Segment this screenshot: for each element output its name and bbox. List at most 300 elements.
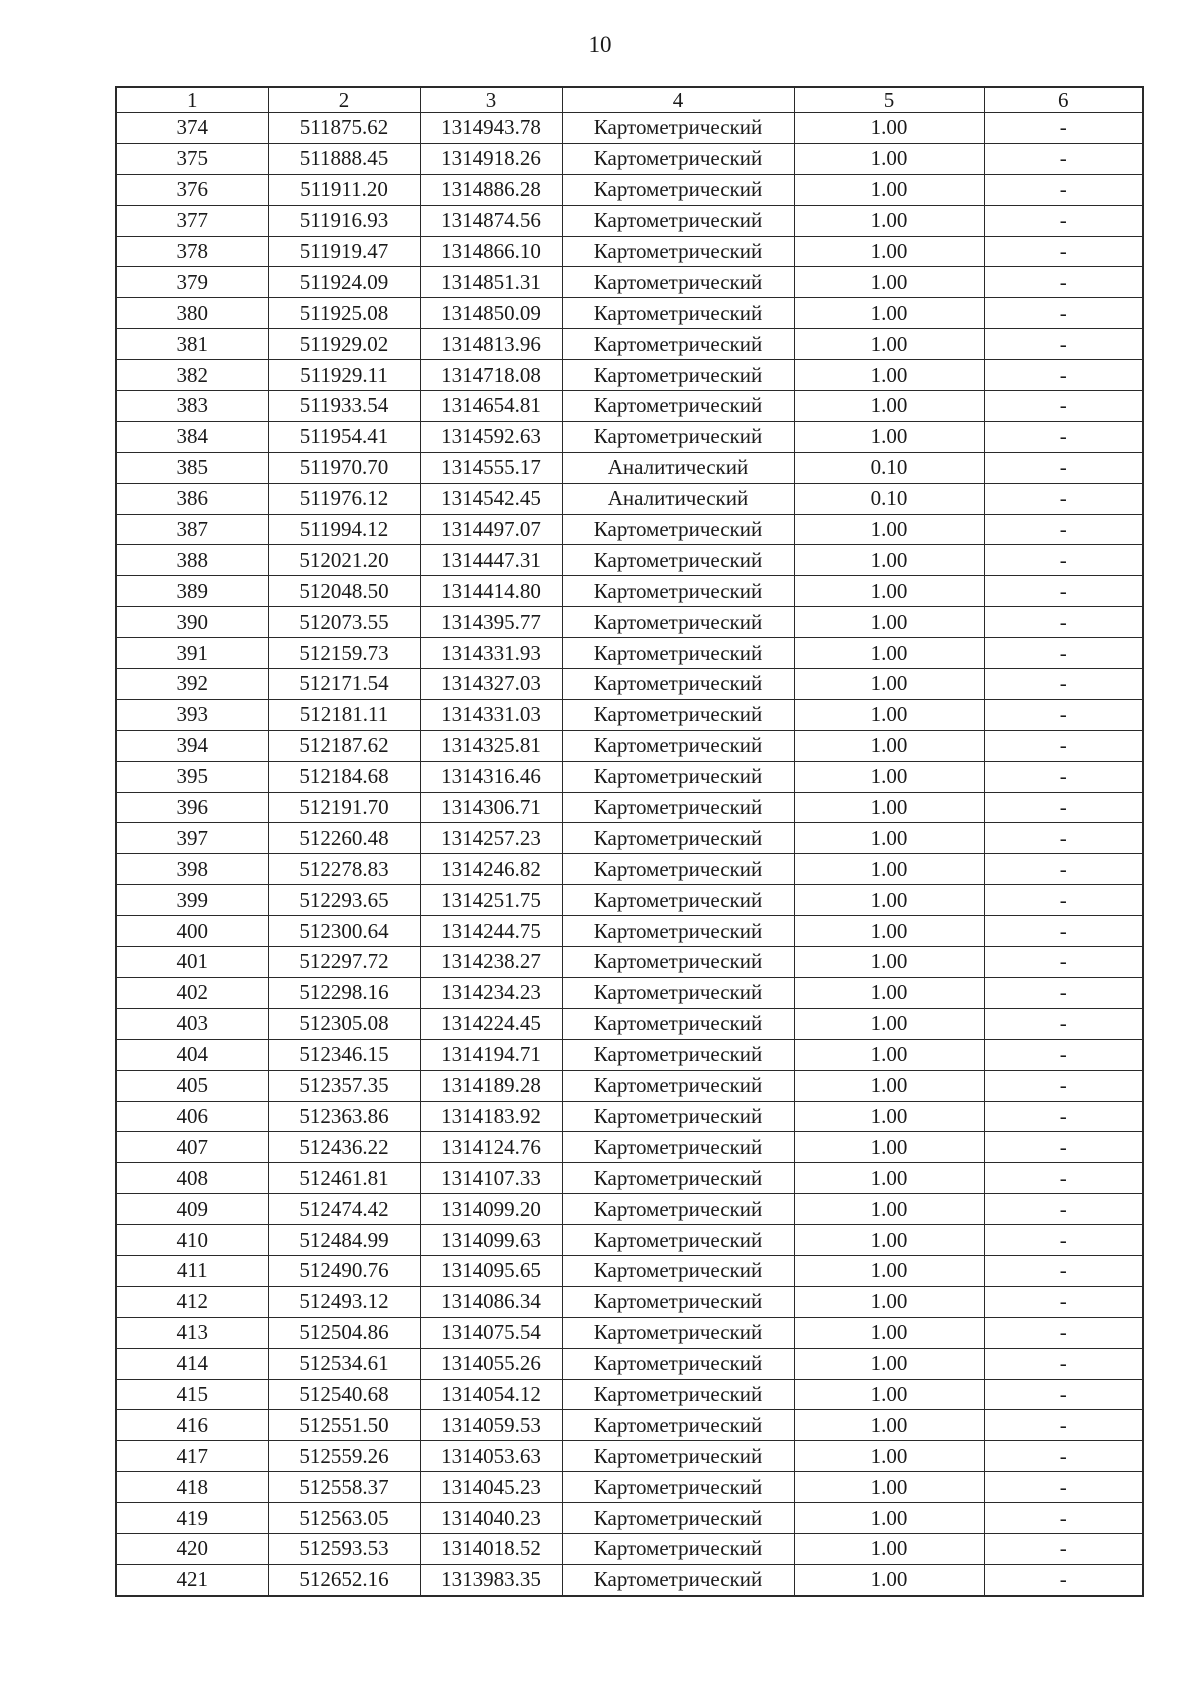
y-coordinate-cell: 1314813.96	[420, 329, 562, 360]
table-row	[116, 421, 1143, 452]
accuracy-cell: 1.00	[794, 1533, 984, 1564]
page-number: 10	[588, 32, 612, 57]
y-coordinate-cell: 1314866.10	[420, 236, 562, 267]
note-cell: -	[984, 1503, 1143, 1534]
method-cell: Картометрический	[562, 1317, 794, 1348]
note-cell: -	[984, 730, 1143, 761]
point-number-cell: 387	[116, 514, 268, 545]
table-row	[116, 792, 1143, 823]
accuracy-cell: 1.00	[794, 1286, 984, 1317]
method-cell: Картометрический	[562, 607, 794, 638]
method-cell: Картометрический	[562, 1286, 794, 1317]
note-cell: -	[984, 421, 1143, 452]
note-cell: -	[984, 1163, 1143, 1194]
y-coordinate-cell: 1314183.92	[420, 1101, 562, 1132]
method-cell: Картометрический	[562, 360, 794, 391]
point-number-cell: 380	[116, 298, 268, 329]
y-coordinate-cell: 1314075.54	[420, 1317, 562, 1348]
method-cell: Картометрический	[562, 329, 794, 360]
method-cell: Картометрический	[562, 545, 794, 576]
table-row	[116, 1564, 1143, 1595]
y-coordinate-cell: 1314045.23	[420, 1472, 562, 1503]
table-row	[116, 1286, 1143, 1317]
accuracy-cell: 1.00	[794, 854, 984, 885]
y-coordinate-cell: 1314331.03	[420, 699, 562, 730]
point-number-cell: 409	[116, 1194, 268, 1225]
column-header: 3	[420, 87, 562, 113]
accuracy-cell: 1.00	[794, 143, 984, 174]
point-number-cell: 420	[116, 1533, 268, 1564]
accuracy-cell: 1.00	[794, 421, 984, 452]
method-cell: Картометрический	[562, 1564, 794, 1595]
y-coordinate-cell: 1314224.45	[420, 1008, 562, 1039]
note-cell: -	[984, 1286, 1143, 1317]
x-coordinate-cell: 511994.12	[268, 514, 420, 545]
note-cell: -	[984, 792, 1143, 823]
x-coordinate-cell: 511888.45	[268, 143, 420, 174]
note-cell: -	[984, 854, 1143, 885]
point-number-cell: 412	[116, 1286, 268, 1317]
method-cell: Картометрический	[562, 823, 794, 854]
y-coordinate-cell: 1314107.33	[420, 1163, 562, 1194]
accuracy-cell: 1.00	[794, 205, 984, 236]
y-coordinate-cell: 1314592.63	[420, 421, 562, 452]
point-number-cell: 421	[116, 1564, 268, 1595]
x-coordinate-cell: 511924.09	[268, 267, 420, 298]
note-cell: -	[984, 545, 1143, 576]
accuracy-cell: 1.00	[794, 267, 984, 298]
accuracy-cell: 1.00	[794, 1379, 984, 1410]
y-coordinate-cell: 1314555.17	[420, 452, 562, 483]
point-number-cell: 388	[116, 545, 268, 576]
method-cell: Картометрический	[562, 174, 794, 205]
accuracy-cell: 1.00	[794, 1194, 984, 1225]
y-coordinate-cell: 1314053.63	[420, 1441, 562, 1472]
x-coordinate-cell: 511954.41	[268, 421, 420, 452]
accuracy-cell: 1.00	[794, 977, 984, 1008]
method-cell: Картометрический	[562, 1379, 794, 1410]
x-coordinate-cell: 512474.42	[268, 1194, 420, 1225]
note-cell: -	[984, 576, 1143, 607]
point-number-cell: 397	[116, 823, 268, 854]
point-number-cell: 378	[116, 236, 268, 267]
table-row	[116, 699, 1143, 730]
note-cell: -	[984, 699, 1143, 730]
table-row	[116, 1163, 1143, 1194]
note-cell: -	[984, 236, 1143, 267]
table-row	[116, 391, 1143, 422]
point-number-cell: 392	[116, 669, 268, 700]
point-number-cell: 375	[116, 143, 268, 174]
x-coordinate-cell: 512191.70	[268, 792, 420, 823]
table-row	[116, 1379, 1143, 1410]
point-number-cell: 402	[116, 977, 268, 1008]
x-coordinate-cell: 512363.86	[268, 1101, 420, 1132]
table-row	[116, 1194, 1143, 1225]
point-number-cell: 406	[116, 1101, 268, 1132]
x-coordinate-cell: 511929.11	[268, 360, 420, 391]
accuracy-cell: 1.00	[794, 947, 984, 978]
x-coordinate-cell: 512073.55	[268, 607, 420, 638]
x-coordinate-cell: 512652.16	[268, 1564, 420, 1595]
y-coordinate-cell: 1314238.27	[420, 947, 562, 978]
table-row	[116, 607, 1143, 638]
point-number-cell: 419	[116, 1503, 268, 1534]
x-coordinate-cell: 512490.76	[268, 1255, 420, 1286]
note-cell: -	[984, 452, 1143, 483]
y-coordinate-cell: 1314055.26	[420, 1348, 562, 1379]
x-coordinate-cell: 511875.62	[268, 113, 420, 144]
x-coordinate-cell: 512563.05	[268, 1503, 420, 1534]
note-cell: -	[984, 1533, 1143, 1564]
x-coordinate-cell: 511911.20	[268, 174, 420, 205]
note-cell: -	[984, 1070, 1143, 1101]
column-header: 6	[984, 87, 1143, 113]
method-cell: Картометрический	[562, 699, 794, 730]
y-coordinate-cell: 1314918.26	[420, 143, 562, 174]
note-cell: -	[984, 113, 1143, 144]
x-coordinate-cell: 512297.72	[268, 947, 420, 978]
method-cell: Картометрический	[562, 1008, 794, 1039]
accuracy-cell: 1.00	[794, 360, 984, 391]
note-cell: -	[984, 298, 1143, 329]
x-coordinate-cell: 512260.48	[268, 823, 420, 854]
note-cell: -	[984, 761, 1143, 792]
note-cell: -	[984, 1472, 1143, 1503]
y-coordinate-cell: 1313983.35	[420, 1564, 562, 1595]
accuracy-cell: 1.00	[794, 514, 984, 545]
point-number-cell: 395	[116, 761, 268, 792]
y-coordinate-cell: 1314054.12	[420, 1379, 562, 1410]
point-number-cell: 400	[116, 916, 268, 947]
note-cell: -	[984, 1317, 1143, 1348]
method-cell: Картометрический	[562, 391, 794, 422]
table-row	[116, 1008, 1143, 1039]
x-coordinate-cell: 512484.99	[268, 1225, 420, 1256]
table-row	[116, 267, 1143, 298]
method-cell: Картометрический	[562, 1194, 794, 1225]
note-cell: -	[984, 607, 1143, 638]
table-row	[116, 854, 1143, 885]
point-number-cell: 379	[116, 267, 268, 298]
table-row	[116, 1132, 1143, 1163]
x-coordinate-cell: 512048.50	[268, 576, 420, 607]
point-number-cell: 374	[116, 113, 268, 144]
point-number-cell: 386	[116, 483, 268, 514]
y-coordinate-cell: 1314086.34	[420, 1286, 562, 1317]
accuracy-cell: 1.00	[794, 391, 984, 422]
table-row	[116, 452, 1143, 483]
accuracy-cell: 1.00	[794, 329, 984, 360]
table-row	[116, 174, 1143, 205]
x-coordinate-cell: 511925.08	[268, 298, 420, 329]
method-cell: Картометрический	[562, 1132, 794, 1163]
x-coordinate-cell: 512593.53	[268, 1533, 420, 1564]
note-cell: -	[984, 1441, 1143, 1472]
accuracy-cell: 1.00	[794, 1039, 984, 1070]
method-cell: Картометрический	[562, 1101, 794, 1132]
accuracy-cell: 1.00	[794, 174, 984, 205]
accuracy-cell: 1.00	[794, 1163, 984, 1194]
y-coordinate-cell: 1314654.81	[420, 391, 562, 422]
note-cell: -	[984, 1225, 1143, 1256]
accuracy-cell: 1.00	[794, 1410, 984, 1441]
table-row	[116, 669, 1143, 700]
y-coordinate-cell: 1314331.93	[420, 638, 562, 669]
point-number-cell: 394	[116, 730, 268, 761]
method-cell: Картометрический	[562, 576, 794, 607]
x-coordinate-cell: 512305.08	[268, 1008, 420, 1039]
accuracy-cell: 1.00	[794, 638, 984, 669]
point-number-cell: 391	[116, 638, 268, 669]
method-cell: Картометрический	[562, 1441, 794, 1472]
table-row	[116, 885, 1143, 916]
method-cell: Картометрический	[562, 1163, 794, 1194]
note-cell: -	[984, 638, 1143, 669]
column-header: 5	[794, 87, 984, 113]
accuracy-cell: 1.00	[794, 298, 984, 329]
table-row	[116, 916, 1143, 947]
y-coordinate-cell: 1314447.31	[420, 545, 562, 576]
method-cell: Картометрический	[562, 854, 794, 885]
point-number-cell: 410	[116, 1225, 268, 1256]
table-body	[116, 113, 1143, 1596]
x-coordinate-cell: 512346.15	[268, 1039, 420, 1070]
column-header: 2	[268, 87, 420, 113]
note-cell: -	[984, 885, 1143, 916]
point-number-cell: 398	[116, 854, 268, 885]
table-row	[116, 576, 1143, 607]
method-cell: Картометрический	[562, 267, 794, 298]
y-coordinate-cell: 1314943.78	[420, 113, 562, 144]
x-coordinate-cell: 512021.20	[268, 545, 420, 576]
table-row	[116, 545, 1143, 576]
point-number-cell: 385	[116, 452, 268, 483]
note-cell: -	[984, 1379, 1143, 1410]
method-cell: Картометрический	[562, 236, 794, 267]
point-number-cell: 382	[116, 360, 268, 391]
method-cell: Картометрический	[562, 916, 794, 947]
table-row	[116, 236, 1143, 267]
accuracy-cell: 1.00	[794, 1441, 984, 1472]
point-number-cell: 396	[116, 792, 268, 823]
coordinates-table	[115, 86, 1144, 1597]
accuracy-cell: 1.00	[794, 1070, 984, 1101]
table-row	[116, 1255, 1143, 1286]
x-coordinate-cell: 512187.62	[268, 730, 420, 761]
note-cell: -	[984, 1039, 1143, 1070]
point-number-cell: 399	[116, 885, 268, 916]
table-row	[116, 1533, 1143, 1564]
note-cell: -	[984, 329, 1143, 360]
point-number-cell: 383	[116, 391, 268, 422]
method-cell: Картометрический	[562, 1348, 794, 1379]
column-header: 1	[116, 87, 268, 113]
y-coordinate-cell: 1314244.75	[420, 916, 562, 947]
accuracy-cell: 0.10	[794, 483, 984, 514]
y-coordinate-cell: 1314327.03	[420, 669, 562, 700]
x-coordinate-cell: 512436.22	[268, 1132, 420, 1163]
point-number-cell: 384	[116, 421, 268, 452]
accuracy-cell: 1.00	[794, 607, 984, 638]
point-number-cell: 401	[116, 947, 268, 978]
y-coordinate-cell: 1314851.31	[420, 267, 562, 298]
y-coordinate-cell: 1314850.09	[420, 298, 562, 329]
y-coordinate-cell: 1314018.52	[420, 1533, 562, 1564]
note-cell: -	[984, 1101, 1143, 1132]
method-cell: Картометрический	[562, 1039, 794, 1070]
table-row	[116, 329, 1143, 360]
x-coordinate-cell: 511933.54	[268, 391, 420, 422]
x-coordinate-cell: 511919.47	[268, 236, 420, 267]
accuracy-cell: 1.00	[794, 1472, 984, 1503]
y-coordinate-cell: 1314234.23	[420, 977, 562, 1008]
y-coordinate-cell: 1314414.80	[420, 576, 562, 607]
method-cell: Картометрический	[562, 1070, 794, 1101]
note-cell: -	[984, 977, 1143, 1008]
table-row	[116, 1410, 1143, 1441]
note-cell: -	[984, 267, 1143, 298]
x-coordinate-cell: 512159.73	[268, 638, 420, 669]
accuracy-cell: 1.00	[794, 916, 984, 947]
note-cell: -	[984, 1255, 1143, 1286]
point-number-cell: 390	[116, 607, 268, 638]
accuracy-cell: 1.00	[794, 1348, 984, 1379]
method-cell: Картометрический	[562, 885, 794, 916]
note-cell: -	[984, 1564, 1143, 1595]
x-coordinate-cell: 512278.83	[268, 854, 420, 885]
note-cell: -	[984, 205, 1143, 236]
x-coordinate-cell: 512540.68	[268, 1379, 420, 1410]
note-cell: -	[984, 1348, 1143, 1379]
method-cell: Картометрический	[562, 1255, 794, 1286]
x-coordinate-cell: 511976.12	[268, 483, 420, 514]
accuracy-cell: 1.00	[794, 1564, 984, 1595]
method-cell: Картометрический	[562, 1472, 794, 1503]
method-cell: Аналитический	[562, 483, 794, 514]
table-row	[116, 977, 1143, 1008]
point-number-cell: 408	[116, 1163, 268, 1194]
accuracy-cell: 1.00	[794, 792, 984, 823]
y-coordinate-cell: 1314497.07	[420, 514, 562, 545]
note-cell: -	[984, 823, 1143, 854]
y-coordinate-cell: 1314886.28	[420, 174, 562, 205]
x-coordinate-cell: 512298.16	[268, 977, 420, 1008]
table-row	[116, 1070, 1143, 1101]
x-coordinate-cell: 512181.11	[268, 699, 420, 730]
accuracy-cell: 1.00	[794, 730, 984, 761]
y-coordinate-cell: 1314874.56	[420, 205, 562, 236]
accuracy-cell: 1.00	[794, 885, 984, 916]
method-cell: Картометрический	[562, 1503, 794, 1534]
accuracy-cell: 1.00	[794, 699, 984, 730]
x-coordinate-cell: 511970.70	[268, 452, 420, 483]
method-cell: Картометрический	[562, 421, 794, 452]
accuracy-cell: 1.00	[794, 1101, 984, 1132]
note-cell: -	[984, 1008, 1143, 1039]
table-row	[116, 1503, 1143, 1534]
point-number-cell: 403	[116, 1008, 268, 1039]
method-cell: Картометрический	[562, 205, 794, 236]
table-row	[116, 1441, 1143, 1472]
y-coordinate-cell: 1314257.23	[420, 823, 562, 854]
point-number-cell: 376	[116, 174, 268, 205]
note-cell: -	[984, 483, 1143, 514]
y-coordinate-cell: 1314189.28	[420, 1070, 562, 1101]
note-cell: -	[984, 916, 1143, 947]
method-cell: Картометрический	[562, 638, 794, 669]
point-number-cell: 411	[116, 1255, 268, 1286]
method-cell: Картометрический	[562, 669, 794, 700]
method-cell: Картометрический	[562, 792, 794, 823]
y-coordinate-cell: 1314059.53	[420, 1410, 562, 1441]
table-row	[116, 1039, 1143, 1070]
accuracy-cell: 1.00	[794, 1255, 984, 1286]
y-coordinate-cell: 1314395.77	[420, 607, 562, 638]
x-coordinate-cell: 512171.54	[268, 669, 420, 700]
x-coordinate-cell: 512493.12	[268, 1286, 420, 1317]
note-cell: -	[984, 1194, 1143, 1225]
table-header	[116, 87, 1143, 113]
x-coordinate-cell: 512558.37	[268, 1472, 420, 1503]
x-coordinate-cell: 512300.64	[268, 916, 420, 947]
point-number-cell: 405	[116, 1070, 268, 1101]
accuracy-cell: 1.00	[794, 1225, 984, 1256]
y-coordinate-cell: 1314718.08	[420, 360, 562, 391]
note-cell: -	[984, 1410, 1143, 1441]
table-row	[116, 823, 1143, 854]
y-coordinate-cell: 1314251.75	[420, 885, 562, 916]
table-row	[116, 205, 1143, 236]
accuracy-cell: 1.00	[794, 1317, 984, 1348]
method-cell: Картометрический	[562, 947, 794, 978]
accuracy-cell: 1.00	[794, 113, 984, 144]
table-row	[116, 1472, 1143, 1503]
header-row	[116, 87, 1143, 113]
y-coordinate-cell: 1314099.63	[420, 1225, 562, 1256]
note-cell: -	[984, 669, 1143, 700]
y-coordinate-cell: 1314306.71	[420, 792, 562, 823]
y-coordinate-cell: 1314325.81	[420, 730, 562, 761]
accuracy-cell: 1.00	[794, 669, 984, 700]
table-row	[116, 113, 1143, 144]
point-number-cell: 418	[116, 1472, 268, 1503]
point-number-cell: 381	[116, 329, 268, 360]
point-number-cell: 407	[116, 1132, 268, 1163]
accuracy-cell: 1.00	[794, 236, 984, 267]
table-row	[116, 483, 1143, 514]
method-cell: Картометрический	[562, 1410, 794, 1441]
table-row	[116, 1317, 1143, 1348]
table-row	[116, 1225, 1143, 1256]
x-coordinate-cell: 511916.93	[268, 205, 420, 236]
table-row	[116, 761, 1143, 792]
table-row	[116, 1101, 1143, 1132]
table-row	[116, 360, 1143, 391]
x-coordinate-cell: 512184.68	[268, 761, 420, 792]
accuracy-cell: 1.00	[794, 823, 984, 854]
table-row	[116, 514, 1143, 545]
note-cell: -	[984, 947, 1143, 978]
note-cell: -	[984, 174, 1143, 205]
y-coordinate-cell: 1314246.82	[420, 854, 562, 885]
y-coordinate-cell: 1314542.45	[420, 483, 562, 514]
column-header: 4	[562, 87, 794, 113]
note-cell: -	[984, 143, 1143, 174]
accuracy-cell: 1.00	[794, 1503, 984, 1534]
method-cell: Картометрический	[562, 761, 794, 792]
method-cell: Картометрический	[562, 1225, 794, 1256]
